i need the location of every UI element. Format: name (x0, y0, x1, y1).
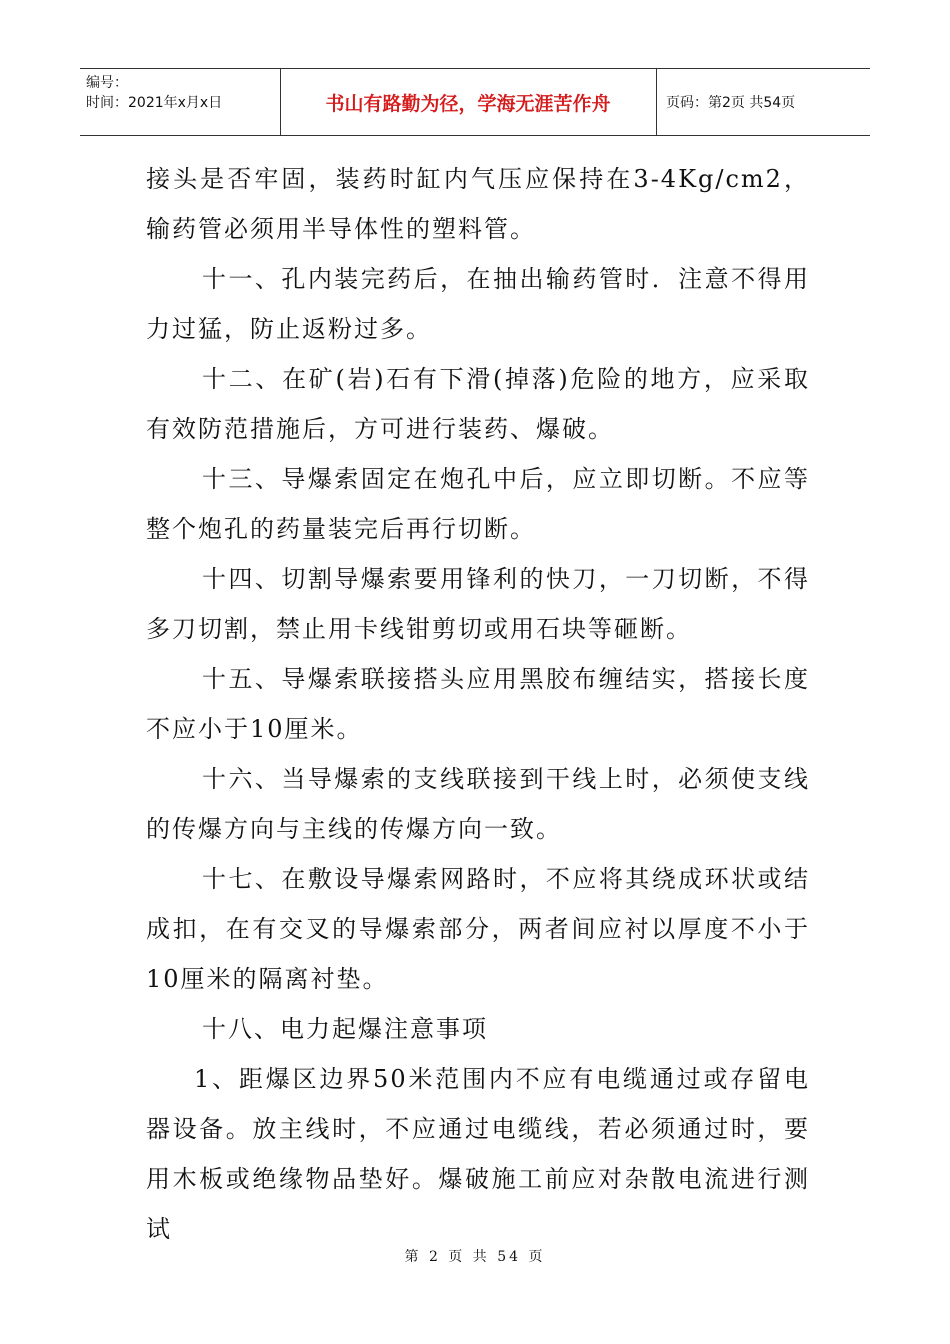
paragraph-continuation: 接头是否牢固，装药时缸内气压应保持在3-4Kg/cm2，输药管必须用半导体性的塑料管。 (146, 165, 810, 243)
header-motto: 书山有路勤为径，学海无涯苦作舟 (325, 92, 611, 115)
document-code-label: 编号： (86, 75, 128, 91)
header-divider-right (656, 69, 657, 135)
header-page-info: 页码：第2页 共54页 (666, 95, 796, 111)
paragraph-subitem-1: 1、距爆区边界50米范围内不应有电缆通过或存留电器设备。放主线时，不应通过电缆线，若必须通过时，要用木板或绝缘物品垫好。爆破施工前应对杂散电流进行测试 (146, 1065, 810, 1243)
section-heading-electric-detonation: 十八、电力起爆注意事项 (202, 1015, 488, 1043)
paragraph-item-12: 十二、在矿(岩)石有下滑(掉落)危险的地方，应采取有效防范措施后，方可进行装药、爆破。 (146, 365, 810, 443)
paragraph-item-16: 十六、当导爆索的支线联接到干线上时，必须使支线的传爆方向与主线的传爆方向一致。 (146, 765, 810, 843)
paragraph-item-15: 十五、导爆索联接搭头应用黑胶布缠结实，搭接长度不应小于10厘米。 (146, 665, 810, 743)
paragraph-item-13: 十三、导爆索固定在炮孔中后，应立即切断。不应等整个炮孔的药量装完后再行切断。 (146, 465, 810, 543)
paragraph-item-11: 十一、孔内装完药后，在抽出输药管时．注意不得用力过猛，防止返粉过多。 (146, 265, 810, 343)
paragraph-item-17: 十七、在敷设导爆索网路时，不应将其绕成环状或结成扣，在有交叉的导爆索部分，两者间应衬以厚度不小于10厘米的隔离衬垫。 (146, 865, 810, 993)
header-meta (86, 73, 276, 113)
page-footer: 第 2 页 共 54 页 (404, 1249, 546, 1265)
document-body (146, 154, 810, 1254)
document-time-label: 时间：2021年x月x日 (86, 95, 223, 111)
page-header (80, 68, 870, 136)
paragraph-item-14: 十四、切割导爆索要用锋利的快刀，一刀切断，不得多刀切割，禁止用卡线钳剪切或用石块等砸断。 (146, 565, 810, 643)
